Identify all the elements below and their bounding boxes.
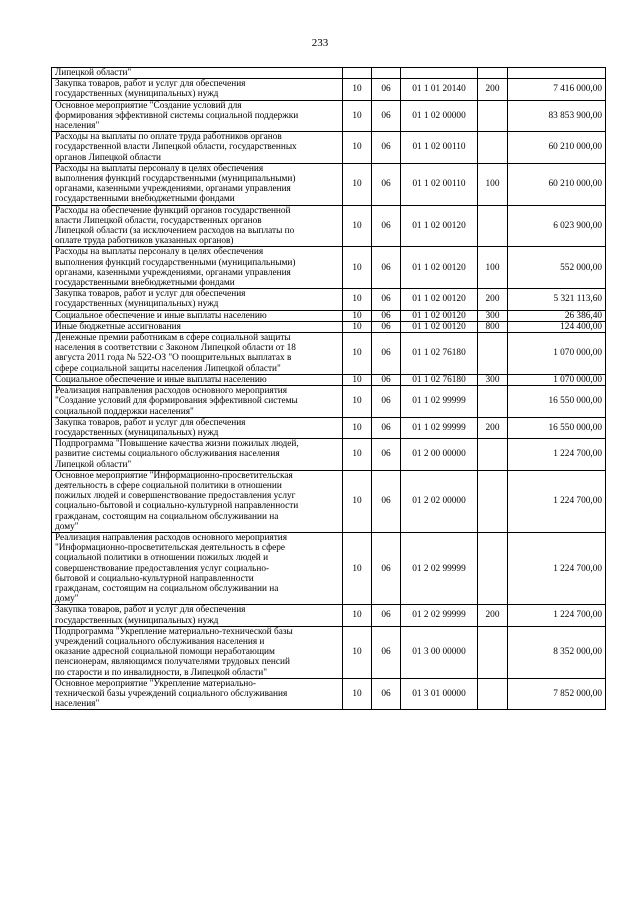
table-row — [52, 132, 606, 164]
row-amount: 60 210 000,00 — [508, 163, 606, 205]
row-target-article: 01 1 02 00120 — [401, 289, 478, 310]
row-section: 10 — [343, 678, 372, 710]
row-amount: 16 550 000,00 — [508, 386, 606, 418]
table-row — [52, 100, 606, 132]
row-subsection: 06 — [372, 205, 401, 247]
row-subsection: 06 — [372, 678, 401, 710]
row-subsection: 06 — [372, 310, 401, 321]
row-section: 10 — [343, 247, 372, 289]
row-name: Липецкой области" — [52, 68, 343, 79]
row-expense-type — [478, 678, 508, 710]
row-amount: 26 386,40 — [508, 310, 606, 321]
row-section: 10 — [343, 289, 372, 310]
row-amount: 8 352 000,00 — [508, 626, 606, 678]
row-expense-type — [478, 333, 508, 375]
row-target-article: 01 1 02 76180 — [401, 374, 478, 385]
row-section: 10 — [343, 439, 372, 471]
budget-table-body — [52, 68, 606, 710]
table-row — [52, 79, 606, 100]
row-section: 10 — [343, 605, 372, 626]
row-subsection: 06 — [372, 532, 401, 604]
row-section — [343, 68, 372, 79]
row-subsection: 06 — [372, 605, 401, 626]
row-amount: 1 224 700,00 — [508, 470, 606, 532]
row-expense-type — [478, 470, 508, 532]
row-expense-type — [478, 626, 508, 678]
row-target-article: 01 2 02 99999 — [401, 605, 478, 626]
row-amount: 5 321 113,60 — [508, 289, 606, 310]
table-row — [52, 321, 606, 332]
row-section: 10 — [343, 163, 372, 205]
row-subsection: 06 — [372, 247, 401, 289]
row-amount: 16 550 000,00 — [508, 417, 606, 438]
table-row — [52, 310, 606, 321]
row-amount: 1 070 000,00 — [508, 374, 606, 385]
row-amount: 7 416 000,00 — [508, 79, 606, 100]
table-row — [52, 374, 606, 385]
row-name: Социальное обеспечение и иные выплаты населению — [52, 374, 343, 385]
row-amount: 1 224 700,00 — [508, 532, 606, 604]
row-expense-type: 800 — [478, 321, 508, 332]
row-target-article: 01 3 00 00000 — [401, 626, 478, 678]
row-amount — [508, 68, 606, 79]
row-subsection: 06 — [372, 132, 401, 164]
row-expense-type — [478, 205, 508, 247]
row-section: 10 — [343, 470, 372, 532]
table-row — [52, 439, 606, 471]
page-number: 233 — [311, 37, 329, 49]
row-section: 10 — [343, 132, 372, 164]
row-target-article: 01 1 02 00120 — [401, 321, 478, 332]
row-name: Подпрограмма "Повышение качества жизни пожилых людей, развитие системы социального обслуживания населения Липецкой области" — [52, 439, 343, 471]
row-name: Основное мероприятие "Информационно-просветительская деятельность в сфере социальной политики в отношении пожилых людей и совершенствование предоставления услуг социально-бытовой и социально-культурной направленности гражданам, состоящим на социальном обслуживании на дому" — [52, 470, 343, 532]
row-expense-type: 300 — [478, 310, 508, 321]
row-target-article: 01 1 01 20140 — [401, 79, 478, 100]
row-section: 10 — [343, 100, 372, 132]
row-expense-type: 100 — [478, 247, 508, 289]
row-name: Иные бюджетные ассигнования — [52, 321, 343, 332]
row-target-article: 01 3 01 00000 — [401, 678, 478, 710]
row-target-article — [401, 68, 478, 79]
row-section: 10 — [343, 374, 372, 385]
table-row — [52, 605, 606, 626]
row-name: Расходы на выплаты по оплате труда работников органов государственной власти Липецкой области, государственных органов Липецкой области — [52, 132, 343, 164]
row-name: Закупка товаров, работ и услуг для обеспечения государственных (муниципальных) нужд — [52, 605, 343, 626]
row-name: Закупка товаров, работ и услуг для обеспечения государственных (муниципальных) нужд — [52, 417, 343, 438]
row-subsection: 06 — [372, 79, 401, 100]
row-subsection — [372, 68, 401, 79]
row-amount: 552 000,00 — [508, 247, 606, 289]
row-name: Денежные премии работникам в сфере социальной защиты населения в соответствии с Законом Липецкой области от 18 августа 2011 года № 522-ОЗ "О поощрительных выплатах в сфере социальной защиты населения Липецкой области" — [52, 333, 343, 375]
row-name: Основное мероприятие "Укрепление материально- технической базы учреждений социального обслуживания населения" — [52, 678, 343, 710]
row-target-article: 01 1 02 00120 — [401, 247, 478, 289]
row-expense-type — [478, 439, 508, 471]
row-subsection: 06 — [372, 417, 401, 438]
row-expense-type: 100 — [478, 163, 508, 205]
table-row — [52, 289, 606, 310]
row-expense-type — [478, 100, 508, 132]
row-target-article: 01 2 02 99999 — [401, 532, 478, 604]
row-amount: 83 853 900,00 — [508, 100, 606, 132]
row-name: Расходы на выплаты персоналу в целях обеспечения выполнения функций государственными (муниципальными) органами, казенными учреждениями, органами управления государственными внебюджетными фондами — [52, 163, 343, 205]
row-target-article: 01 2 00 00000 — [401, 439, 478, 471]
row-expense-type — [478, 68, 508, 79]
row-subsection: 06 — [372, 386, 401, 418]
row-name: Закупка товаров, работ и услуг для обеспечения государственных (муниципальных) нужд — [52, 79, 343, 100]
row-subsection: 06 — [372, 100, 401, 132]
row-target-article: 01 1 02 00120 — [401, 310, 478, 321]
table-row — [52, 386, 606, 418]
row-section: 10 — [343, 386, 372, 418]
row-amount: 124 400,00 — [508, 321, 606, 332]
row-name: Основное мероприятие "Создание условий для формирования эффективной системы социальной поддержки населения" — [52, 100, 343, 132]
row-amount: 6 023 900,00 — [508, 205, 606, 247]
row-amount: 1 070 000,00 — [508, 333, 606, 375]
row-target-article: 01 1 02 00110 — [401, 163, 478, 205]
row-subsection: 06 — [372, 374, 401, 385]
row-expense-type: 200 — [478, 79, 508, 100]
row-section: 10 — [343, 626, 372, 678]
row-subsection: 06 — [372, 289, 401, 310]
row-amount: 7 852 000,00 — [508, 678, 606, 710]
row-target-article: 01 1 02 99999 — [401, 417, 478, 438]
row-name: Расходы на выплаты персоналу в целях обеспечения выполнения функций государственными (муниципальными) органами, казенными учреждениями, органами управления государственными внебюджетными фондами — [52, 247, 343, 289]
row-subsection: 06 — [372, 163, 401, 205]
row-expense-type: 200 — [478, 289, 508, 310]
table-row — [52, 163, 606, 205]
row-amount: 1 224 700,00 — [508, 439, 606, 471]
row-section: 10 — [343, 310, 372, 321]
table-row — [52, 417, 606, 438]
row-section: 10 — [343, 417, 372, 438]
row-subsection: 06 — [372, 333, 401, 375]
row-target-article: 01 1 02 99999 — [401, 386, 478, 418]
row-target-article: 01 2 02 00000 — [401, 470, 478, 532]
row-section: 10 — [343, 333, 372, 375]
table-row — [52, 678, 606, 710]
row-section: 10 — [343, 321, 372, 332]
table-row — [52, 470, 606, 532]
row-name: Расходы на обеспечение функций органов государственной власти Липецкой области, государственных органов Липецкой области (за исключением расходов на выплаты по оплате труда работников указанных органов) — [52, 205, 343, 247]
table-row — [52, 333, 606, 375]
row-name: Реализация направления расходов основного мероприятия "Информационно-просветительская деятельность в сфере социальной политики в отношении пожилых людей и совершенствование предоставления услуг социально- бытовой и социально-культурной направленности гражданам, состоящим на социальном обслуживании на дому" — [52, 532, 343, 604]
row-target-article: 01 1 02 00120 — [401, 205, 478, 247]
table-row — [52, 205, 606, 247]
row-section: 10 — [343, 205, 372, 247]
row-expense-type — [478, 386, 508, 418]
row-section: 10 — [343, 79, 372, 100]
table-row — [52, 532, 606, 604]
table-row — [52, 247, 606, 289]
budget-table — [51, 67, 606, 710]
row-name: Подпрограмма "Укрепление материально-технической базы учреждений социального обслуживания населения и оказание адресной социальной помощи неработающим пенсионерам, являющимся получателями трудовых пенсий по старости и по инвалидности, в Липецкой области" — [52, 626, 343, 678]
row-section: 10 — [343, 532, 372, 604]
row-name: Реализация направления расходов основного мероприятия "Создание условий для формирования эффективной системы социальной поддержки населения" — [52, 386, 343, 418]
row-amount: 60 210 000,00 — [508, 132, 606, 164]
table-row — [52, 68, 606, 79]
row-target-article: 01 1 02 00110 — [401, 132, 478, 164]
row-subsection: 06 — [372, 626, 401, 678]
row-subsection: 06 — [372, 470, 401, 532]
row-target-article: 01 1 02 00000 — [401, 100, 478, 132]
table-row — [52, 626, 606, 678]
row-subsection: 06 — [372, 321, 401, 332]
row-expense-type: 200 — [478, 605, 508, 626]
row-name: Социальное обеспечение и иные выплаты населению — [52, 310, 343, 321]
row-name: Закупка товаров, работ и услуг для обеспечения государственных (муниципальных) нужд — [52, 289, 343, 310]
row-amount: 1 224 700,00 — [508, 605, 606, 626]
row-expense-type: 200 — [478, 417, 508, 438]
row-target-article: 01 1 02 76180 — [401, 333, 478, 375]
row-expense-type — [478, 532, 508, 604]
row-expense-type — [478, 132, 508, 164]
row-expense-type: 300 — [478, 374, 508, 385]
row-subsection: 06 — [372, 439, 401, 471]
